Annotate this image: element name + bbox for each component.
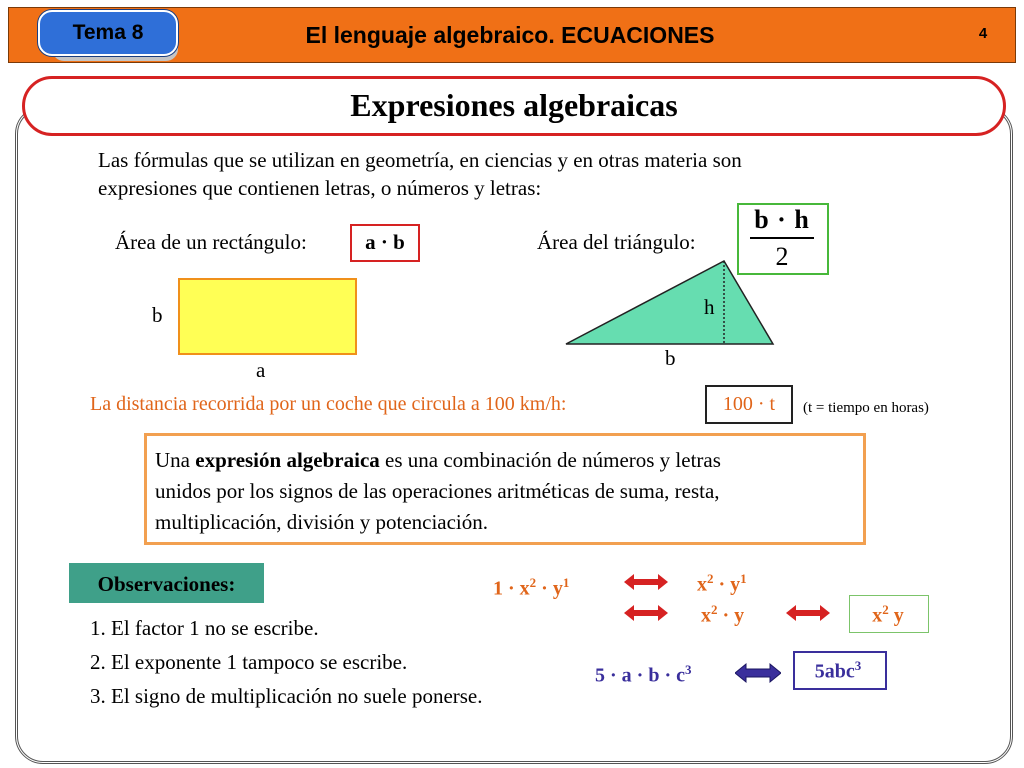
rect-side-b: b (152, 303, 163, 327)
header-title: El lenguaje algebraico. ECUACIONES (305, 22, 715, 48)
triangle-height-label: h (704, 295, 715, 319)
distance-note: (t = tiempo en horas) (803, 400, 929, 416)
definition-line-3: multiplicación, división y potenciación. (155, 510, 489, 534)
observation-1: 1. El factor 1 no se escribe. (90, 616, 319, 640)
definition-line-1 (155, 445, 855, 476)
example-1-left: $1 \cdot x^2 \cdot y^1$ (493, 575, 570, 600)
intro-line-1: Las fórmulas que se utilizan en geometría, en ciencias y en otras materia son (98, 148, 742, 172)
observation-2: 2. El exponente 1 tampoco se escribe. (90, 650, 408, 674)
example-2-right: $x^2$ y (872, 602, 904, 627)
example-3-left: $5 \cdot a \cdot b \cdot c^3$ (595, 662, 692, 687)
tema-badge (38, 10, 178, 56)
page-number-badge (958, 9, 1008, 59)
triangle-formula-denominator: 2 (775, 242, 789, 271)
triangle-formula-numerator: b · h (754, 205, 810, 234)
slide-title: Expresiones algebraicas (350, 87, 678, 123)
definition-text (155, 445, 855, 538)
triangle-base-label: b (665, 346, 676, 370)
example-3-right: 5abc$^3$ (814, 658, 862, 683)
distance-text: La distancia recorrida por un coche que circula a 100 km/h: (90, 393, 567, 415)
definition-line-2: unidos por los signos de las operaciones aritméticas de suma, resta, (155, 479, 720, 503)
triangle-area-label: Área del triángulo: (537, 230, 696, 254)
example-2-left: $x^2 \cdot y$ (701, 602, 745, 627)
example-1-right: $x^2 \cdot y^1$ (697, 571, 747, 596)
rectangle-shape (178, 278, 357, 355)
double-arrow-icon (786, 603, 830, 623)
rect-formula: a · b (365, 230, 405, 254)
rect-side-a: a (256, 358, 266, 382)
fraction-line (750, 237, 814, 239)
distance-formula: 100 · t (722, 393, 776, 415)
definition-term: expresión algebraica (195, 448, 380, 472)
intro-line-2: expresiones que contienen letras, o números y letras: (98, 176, 542, 200)
definition-post: es una combinación de números y letras (379, 448, 721, 472)
page-number: 4 (978, 25, 988, 42)
rect-area-label: Área de un rectángulo: (115, 230, 307, 254)
observations-label: Observaciones: (97, 572, 236, 596)
double-arrow-icon (735, 662, 781, 684)
definition-pre: Una (155, 448, 196, 472)
triangle-polygon (566, 261, 773, 344)
double-arrow-icon (624, 572, 668, 592)
observation-3: 3. El signo de multiplicación no suele ponerse. (90, 684, 483, 708)
double-arrow-icon (624, 603, 668, 623)
tema-label: Tema 8 (72, 21, 144, 44)
triangle-shape (560, 255, 780, 350)
